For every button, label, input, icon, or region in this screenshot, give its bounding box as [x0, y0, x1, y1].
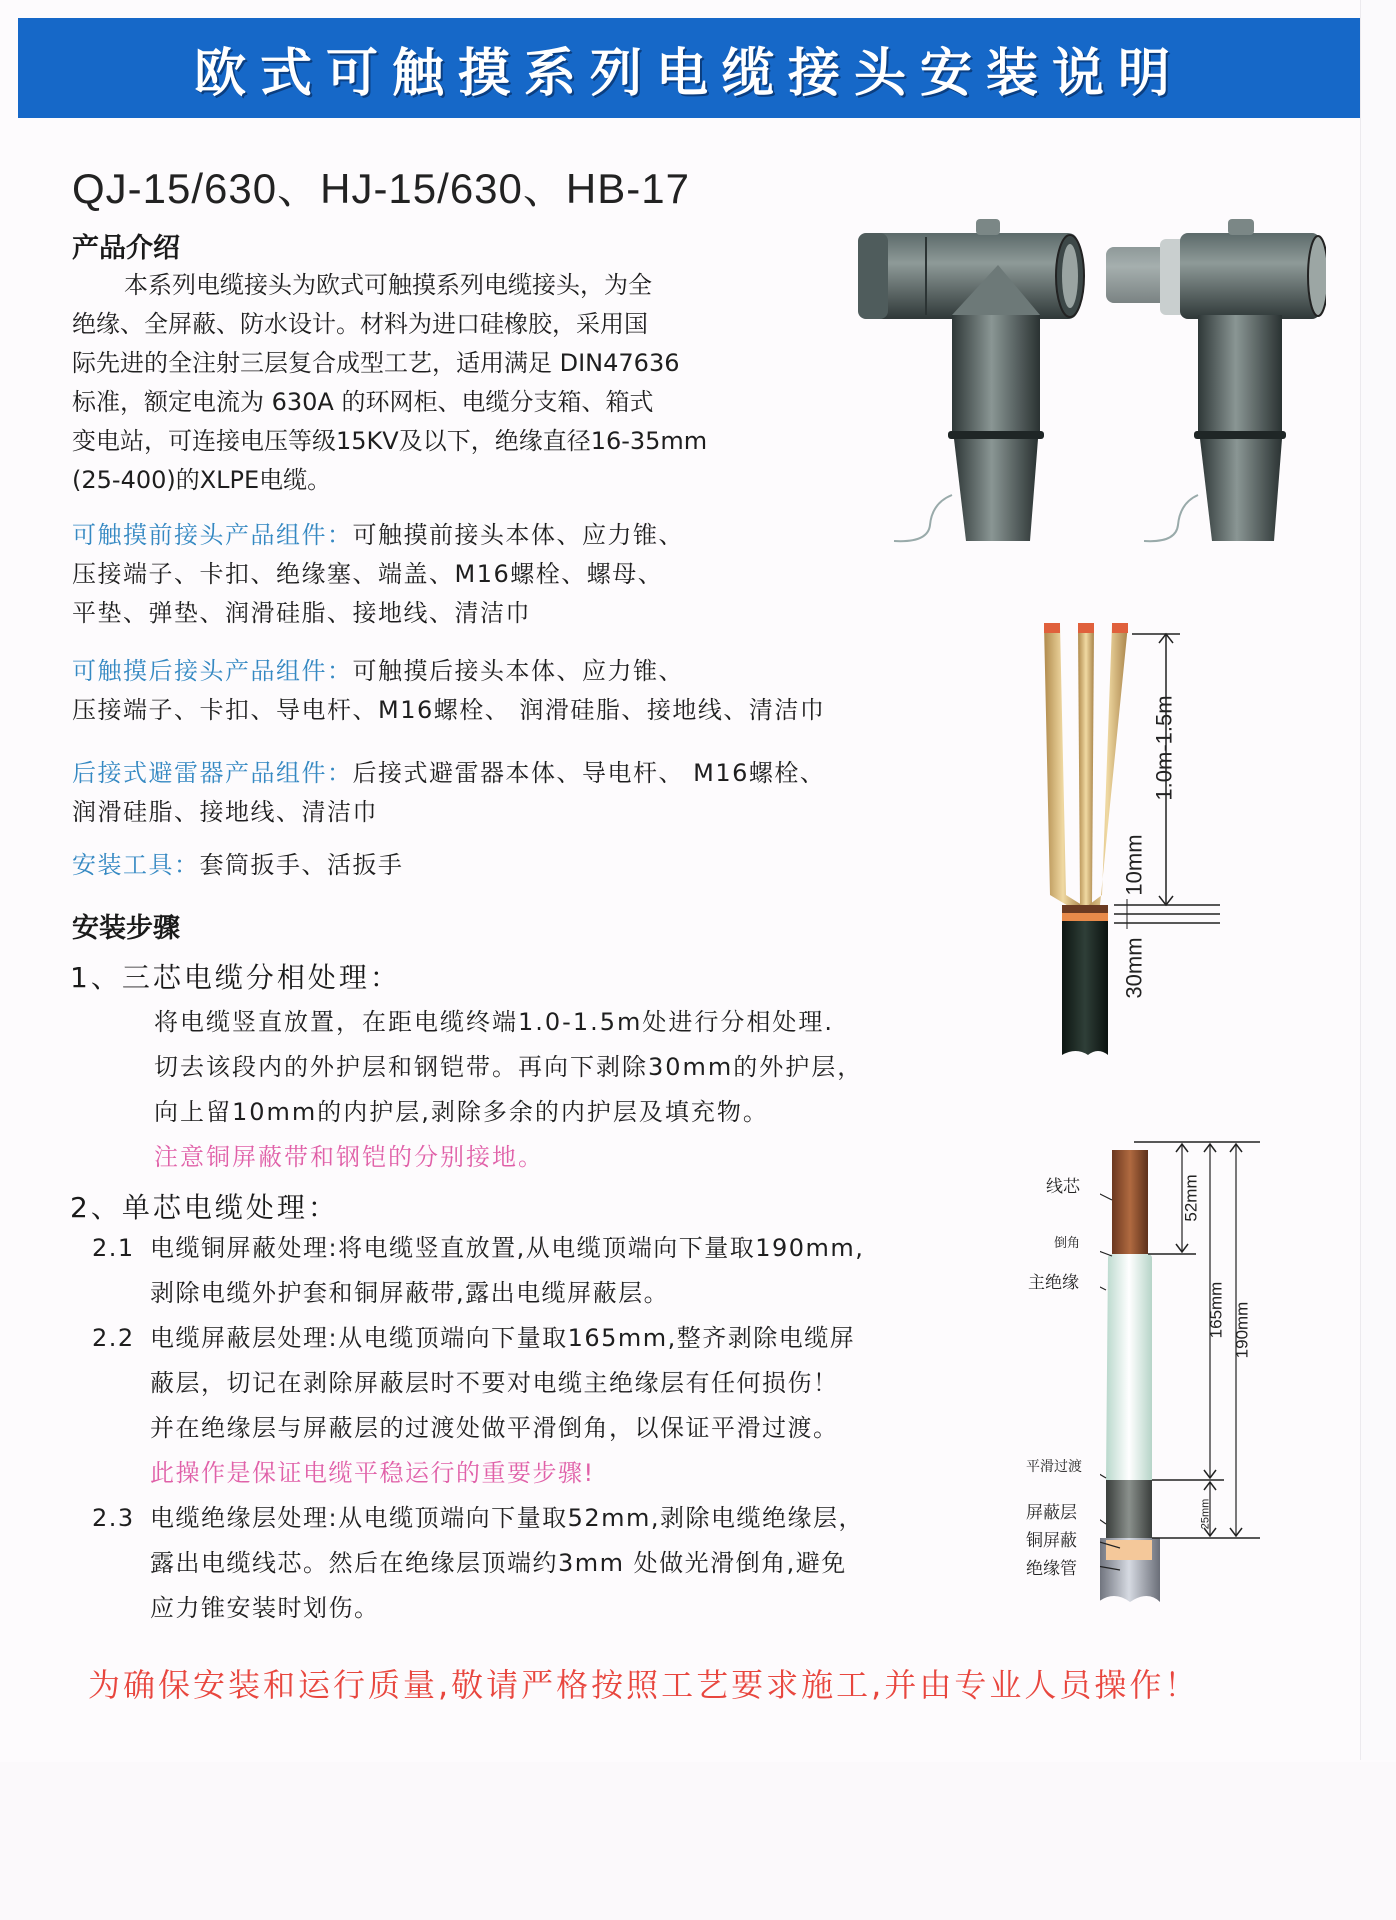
component-list-line: 可触摸后接头本体、应力锥、 [352, 657, 684, 685]
step1-warning-note: 注意铜屏蔽带和钢铠的分别接地。 [154, 1143, 544, 1171]
step1-body [154, 1000, 863, 1180]
step-line: 切去该段内的外护层和钢铠带。再向下剥除30mm的外护层， [154, 1053, 864, 1081]
step-line: 应力锥安装时划伤。 [150, 1594, 380, 1622]
rear-components-label: 可触摸后接头产品组件： [72, 657, 353, 685]
step2-2 [92, 1316, 855, 1496]
component-list-line: 后接式避雷器本体、导电杆、 M16螺栓、 [352, 759, 826, 787]
page-bottom-margin [0, 1762, 1396, 1920]
dim-30mm: 30mm [1121, 937, 1147, 999]
step-line: 电缆绝缘层处理:从电缆顶端向下量取52mm,剥除电缆绝缘层， [150, 1504, 865, 1532]
label-smooth-transition: 平滑过渡 [1026, 1459, 1082, 1475]
step-line: 露出电缆线芯。然后在绝缘层顶端约3mm 处做光滑倒角,避免 [150, 1549, 847, 1577]
substep-number: 2.1 [92, 1234, 135, 1262]
page-title: 欧式可触摸系列电缆接头安装说明 [193, 43, 1184, 104]
label-core: 线芯 [1046, 1177, 1080, 1197]
dim-10mm: 10mm [1121, 834, 1147, 896]
step-line: 剥除电缆外护套和铜屏蔽带,露出电缆屏蔽层。 [150, 1279, 670, 1307]
step-line: 蔽层，切记在剥除屏蔽层时不要对电缆主绝缘层有任何损伤！ [150, 1369, 839, 1397]
label-main-insulation: 主绝缘 [1028, 1273, 1079, 1293]
dim-165mm: 165mm [1206, 1281, 1226, 1339]
dim-25mm: 25mm [1199, 1498, 1212, 1530]
tools-list: 套筒扳手、活扳手 [199, 851, 404, 879]
rear-connector-image [1106, 205, 1326, 545]
intro-line: 绝缘、全屏蔽、防水设计。材料为进口硅橡胶，采用国 [72, 310, 648, 338]
page-edge [1360, 0, 1396, 1760]
rear-joint-components [72, 652, 825, 730]
step2-title: 2、单芯电缆处理： [70, 1191, 339, 1224]
component-list-line: 可触摸前接头本体、应力锥、 [352, 521, 684, 549]
front-joint-components [72, 516, 684, 633]
intro-heading: 产品介绍 [72, 233, 180, 264]
intro-paragraph [72, 266, 707, 500]
intro-line: 变电站，可连接电压等级15KV及以下，绝缘直径16-35mm [72, 427, 708, 455]
steps-heading: 安装步骤 [72, 913, 180, 944]
component-list-line: 压接端子、卡扣、导电杆、M16螺栓、 润滑硅脂、接地线、清洁巾 [72, 696, 826, 724]
model-numbers: QJ-15/630、HJ-15/630、HB-17 [72, 165, 690, 212]
front-components-label: 可触摸前接头产品组件： [72, 521, 353, 549]
step2-1 [92, 1226, 864, 1316]
label-insulation-tube: 绝缘管 [1026, 1559, 1077, 1579]
arrester-components-label: 后接式避雷器产品组件： [72, 759, 353, 787]
front-connector-image [848, 205, 1088, 545]
intro-line: 本系列电缆接头为欧式可触摸系列电缆接头，为全 [124, 271, 652, 299]
intro-line: 际先进的全注射三层复合成型工艺，适用满足 DIN47636 [72, 349, 680, 377]
substep-number: 2.3 [92, 1504, 135, 1532]
intro-line: 标准，额定电流为 630A 的环网柜、电缆分支箱、箱式 [72, 388, 654, 416]
title-banner [18, 18, 1360, 118]
dim-190mm: 190mm [1232, 1301, 1252, 1359]
step-line: 并在绝缘层与屏蔽层的过渡处做平滑倒角，以保证平滑过渡。 [150, 1414, 839, 1442]
step1-title: 1、三芯电缆分相处理： [70, 961, 401, 994]
tools-label: 安装工具： [72, 851, 200, 879]
label-chamfer: 倒角 [1054, 1236, 1081, 1251]
label-shield-layer: 屏蔽层 [1026, 1503, 1077, 1523]
component-list-line: 润滑硅脂、接地线、清洁巾 [72, 798, 378, 826]
install-tools [72, 846, 404, 885]
substep-number: 2.2 [92, 1324, 135, 1352]
footer-warning: 为确保安装和运行质量,敬请严格按照工艺要求施工,并由专业人员操作！ [88, 1666, 1200, 1704]
component-list-line: 压接端子、卡扣、绝缘塞、端盖、M16螺栓、螺母、 [72, 560, 664, 588]
step-line: 电缆铜屏蔽处理:将电缆竖直放置,从电缆顶端向下量取190mm, [150, 1234, 865, 1262]
component-list-line: 平垫、弹垫、润滑硅脂、接地线、清洁巾 [72, 599, 531, 627]
dim-52mm: 52mm [1181, 1174, 1201, 1222]
intro-line: (25-400)的XLPE电缆。 [72, 466, 332, 494]
label-copper-shield: 铜屏蔽 [1026, 1531, 1077, 1551]
arrester-components [72, 754, 825, 832]
step-line: 电缆屏蔽层处理:从电缆顶端向下量取165mm,整齐剥除电缆屏 [150, 1324, 856, 1352]
step-line: 将电缆竖直放置，在距电缆终端1.0-1.5m处进行分相处理. [154, 1008, 835, 1036]
step2-2-warning-note: 此操作是保证电缆平稳运行的重要步骤! [150, 1459, 595, 1487]
dim-1-0m-1-5m: 1.0m-1.5m [1151, 695, 1177, 801]
step-line: 向上留10mm的内护层,剥除多余的内护层及填充物。 [154, 1098, 769, 1126]
step2-3 [92, 1496, 864, 1631]
